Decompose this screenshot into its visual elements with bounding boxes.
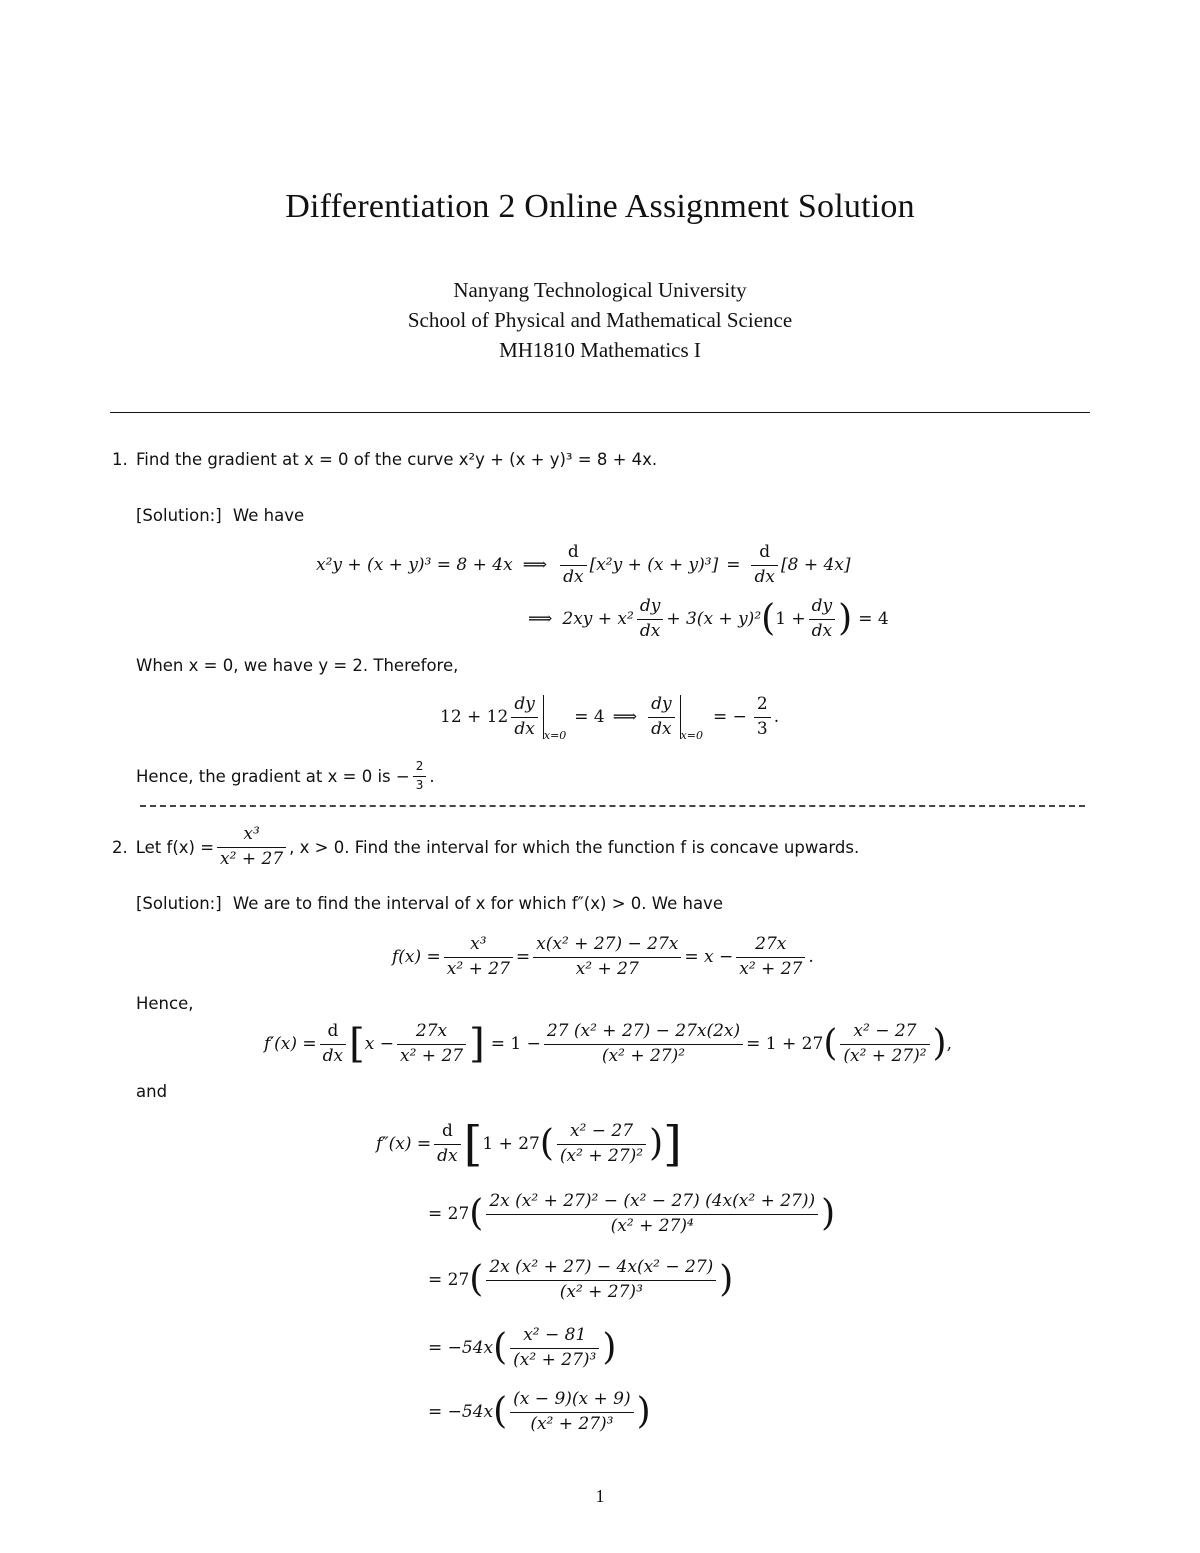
q2-fpp-d: d <box>441 1120 453 1141</box>
q2-fpp-l2-num: 2x (x² + 27)² − (x² − 27) (4x(x² + 27)) <box>489 1190 816 1211</box>
section-divider <box>140 805 1085 807</box>
q2-fp-frac1-den: x² + 27 <box>397 1044 466 1067</box>
q2-fp-frac1-num: 27x <box>415 1020 448 1041</box>
course-name: MH1810 Mathematics I <box>499 338 701 362</box>
q1-equation-2: ⟹ 2xy + x² $\frac{dy}{dx}$ + 3(x + y)² ( 1 + $\frac{dy}{dx}$ ) = 4 <box>528 595 889 641</box>
q2-f-rhs: = x − <box>684 947 734 967</box>
q2-fpp-l3-num: 2x (x² + 27) − 4x(x² − 27) <box>489 1256 714 1277</box>
q1-eq1-d-rhs: [8 + 4x] <box>780 555 851 575</box>
q1-eq3-three: 3 <box>754 717 771 740</box>
q1-eq2-implies: ⟹ <box>528 609 553 629</box>
q2-and: and <box>136 1082 168 1101</box>
q2-f-frac1-num: x³ <box>470 933 487 954</box>
q2-f-frac2-den: x² + 27 <box>533 957 681 980</box>
q2-frac-den: x² + 27 <box>217 847 286 870</box>
q1-eq3-two: 2 <box>756 693 768 714</box>
q1-eq3-lhs: 12 + 12 <box>440 707 509 727</box>
q2-number: 2. <box>112 837 128 857</box>
q2-fp-d: d <box>327 1020 339 1041</box>
q1-eq3-dx: dx <box>511 717 538 740</box>
q1-eq1-implies: ⟹ <box>522 555 548 575</box>
q1-hence-text: Hence, the gradient at x = 0 is − <box>136 766 410 786</box>
q2-fp-frac2-num: 27 (x² + 27) − 27x(2x) <box>546 1020 741 1041</box>
q1-eq3-dx2: dx <box>648 717 675 740</box>
q2-fpp-l2-eq: = 27 <box>428 1204 470 1224</box>
q2-fpp-l1-den: (x² + 27)² <box>557 1144 646 1167</box>
q2-fpp-line-3: = 27 ( $\frac{\text{2x (x² + 27) − 4x(x² − 27)}}{\text{(x² + 27)³}}$ ) <box>428 1256 734 1302</box>
q1-eq1-dx2: dx <box>751 565 777 588</box>
q1-eq2-one-plus: 1 + <box>775 609 806 629</box>
q1-hence-three: 3 <box>413 776 427 793</box>
q2-fp-frac3-num: x² − 27 <box>853 1020 917 1041</box>
document-title: Differentiation 2 Online Assignment Solution <box>285 188 915 225</box>
q2-prompt-rest: , x > 0. Find the interval for which the function f is concave upwards. <box>289 837 860 857</box>
q1-eq3-implies: ⟹ <box>612 707 638 727</box>
q2-fpp-bracket: 1 + 27 <box>482 1134 540 1154</box>
q2-fpp-l4-eq: = −54x <box>428 1338 494 1358</box>
q2-fpp-line-1: f″(x) = $\frac{d}{dx}$ [ 1 + 27 ( $\frac{\text{x² − 27}}{\text{(x² + 27)²}}$ ) ] <box>376 1116 682 1172</box>
q2-solution-line <box>136 894 723 913</box>
q2-fpp-l2-den: (x² + 27)⁴ <box>486 1214 818 1237</box>
q2-fprime-equation: f′(x) = $\frac{d}{dx}$ [ x − $\frac{27x}{\text{x² + 27}}$ ] = 1 − $\frac{\text{27 (x² + 27) − 27x(2x)}}{\text{(x² + 27)²}}$ = 1 + 27 ( $\frac{\text{x² − 27}}{\text{(x² + 27)²}}$ ) , <box>264 1020 952 1067</box>
q2-fpp-l3-den: (x² + 27)³ <box>486 1280 716 1303</box>
q1-eq2-dx: dx <box>637 619 664 642</box>
q2-fpp-line-4: = −54x ( $\frac{\text{x² − 81}}{\text{(x² + 27)³}}$ ) <box>428 1324 617 1370</box>
q1-eq2-dy: dy <box>639 595 661 616</box>
q2-fpp-l4-den: (x² + 27)³ <box>510 1348 599 1371</box>
q1-eq3-eval-sub: x=0 <box>543 729 567 742</box>
q1-eq1-d: d <box>567 541 579 562</box>
q2-hence: Hence, <box>136 994 194 1013</box>
q2-fp-eq1: = 1 − <box>490 1034 541 1054</box>
q1-eq3-dy2: dy <box>651 694 672 714</box>
q1-eq3-mid: = 4 <box>574 707 605 727</box>
q2-fp-frac2-den: (x² + 27)² <box>544 1044 743 1067</box>
q1-when-text: When x = 0, we have y = 2. Therefore, <box>136 656 459 675</box>
q2-f-frac1-den: x² + 27 <box>444 957 513 980</box>
q2-fpp-lhs: f″(x) = <box>376 1134 432 1154</box>
q1-eq3-dy: dy <box>514 694 535 714</box>
q1-eq3-eval-sub2: x=0 <box>680 729 704 742</box>
page-number: 1 <box>595 1486 605 1506</box>
q2-fp-dx: dx <box>320 1044 346 1067</box>
q2-fpp-dx: dx <box>434 1144 460 1167</box>
q1-number: 1. <box>112 450 128 469</box>
q1-solution-line <box>136 506 304 525</box>
header-rule <box>110 412 1090 413</box>
q1-eq1-dx: dx <box>560 565 586 588</box>
q2-fpp-line-5: = −54x ( $\frac{(x - 9)(x + 9)}{\text{(x² + 27)³}}$ ) <box>428 1388 651 1434</box>
q1-eq3-rhs: = − <box>713 707 747 727</box>
q1-eq2-dx2: dx <box>809 619 836 642</box>
q2-fp-frac3-den: (x² + 27)² <box>840 1044 929 1067</box>
q2-fpp-l5-num: (x − 9)(x + 9) <box>513 1388 631 1409</box>
q2-frac-num: x³ <box>243 823 260 844</box>
q1-hence-two: 2 <box>415 759 424 773</box>
q1-eq1-d2: d <box>759 541 771 562</box>
q1-eq2-dy2: dy <box>811 595 833 616</box>
q1-prompt: Find the gradient at x = 0 of the curve x²y + (x + y)³ = 8 + 4x. <box>136 450 658 469</box>
q1-eq2-rhs: = 4 <box>858 609 889 629</box>
q2-f-equation: f(x) = $\frac{\text{x³}}{\text{x² + 27}}$ = $\frac{\text{x(x² + 27) − 27x}}{\text{x² + 27}}$ = x − $\frac{27x}{\text{x² + 27}}$ . <box>392 933 814 979</box>
q1-we-have: We have <box>232 506 305 525</box>
q2-solution-text: We are to find the interval of x for which f″(x) > 0. We have <box>232 894 723 913</box>
q1-solution-label: [Solution:] <box>136 506 222 525</box>
q1-eq2-lhs: 2xy + x² <box>562 609 634 629</box>
q2-fp-lhs: f′(x) = <box>264 1034 317 1054</box>
q1-eq1-lhs: x²y + (x + y)³ = 8 + 4x <box>316 555 513 575</box>
q1-equation-3: 12 + 12 $\frac{dy}{dx}$ x=0 = 4 ⟹ $\frac{dy}{dx}$ x=0 = − $\frac{2}{3}$ . <box>440 693 780 742</box>
q2-f-lhs: f(x) = <box>392 947 441 967</box>
q2-fp-eq2: = 1 + 27 <box>746 1034 824 1054</box>
q2-fpp-l5-den: (x² + 27)³ <box>510 1412 633 1435</box>
q2-fpp-l1-num: x² − 27 <box>569 1120 634 1141</box>
q2-f-frac3-num: 27x <box>755 933 787 954</box>
q2-let: Let f(x) = <box>135 837 215 857</box>
q2-fpp-line-2: = 27 ( $\frac{\text{2x (x² + 27)² − (x² − 27) (4x(x² + 27))}}{\text{(x² + 27)⁴}}$ ) <box>428 1190 836 1236</box>
q2-f-frac2-num: x(x² + 27) − 27x <box>536 933 679 954</box>
q1-eq1-d-lhs: [x²y + (x + y)³] <box>589 555 719 575</box>
q1-hence-line: Hence, the gradient at x = 0 is − $\frac{2}{3}$ . <box>136 759 435 792</box>
q2-fpp-l3-eq: = 27 <box>428 1270 470 1290</box>
q2-fpp-l5-eq: = −54x <box>428 1402 494 1422</box>
school-name: School of Physical and Mathematical Science <box>407 308 793 332</box>
q2-solution-label: [Solution:] <box>136 894 222 913</box>
q2-f-frac3-den: x² + 27 <box>736 957 805 980</box>
q2-fp-bracket-x: x − <box>364 1034 394 1054</box>
university-name: Nanyang Technological University <box>453 278 747 302</box>
q2-fpp-l4-num: x² − 81 <box>523 1324 587 1345</box>
q2-prompt-line <box>112 822 859 872</box>
q1-eq2-mid: + 3(x + y)² <box>666 609 762 629</box>
q1-equation-1: x²y + (x + y)³ = 8 + 4x ⟹ $\frac{d}{dx}$ [x²y + (x + y)³] = $\frac{d}{dx}$ [8 + 4x] <box>316 541 851 587</box>
